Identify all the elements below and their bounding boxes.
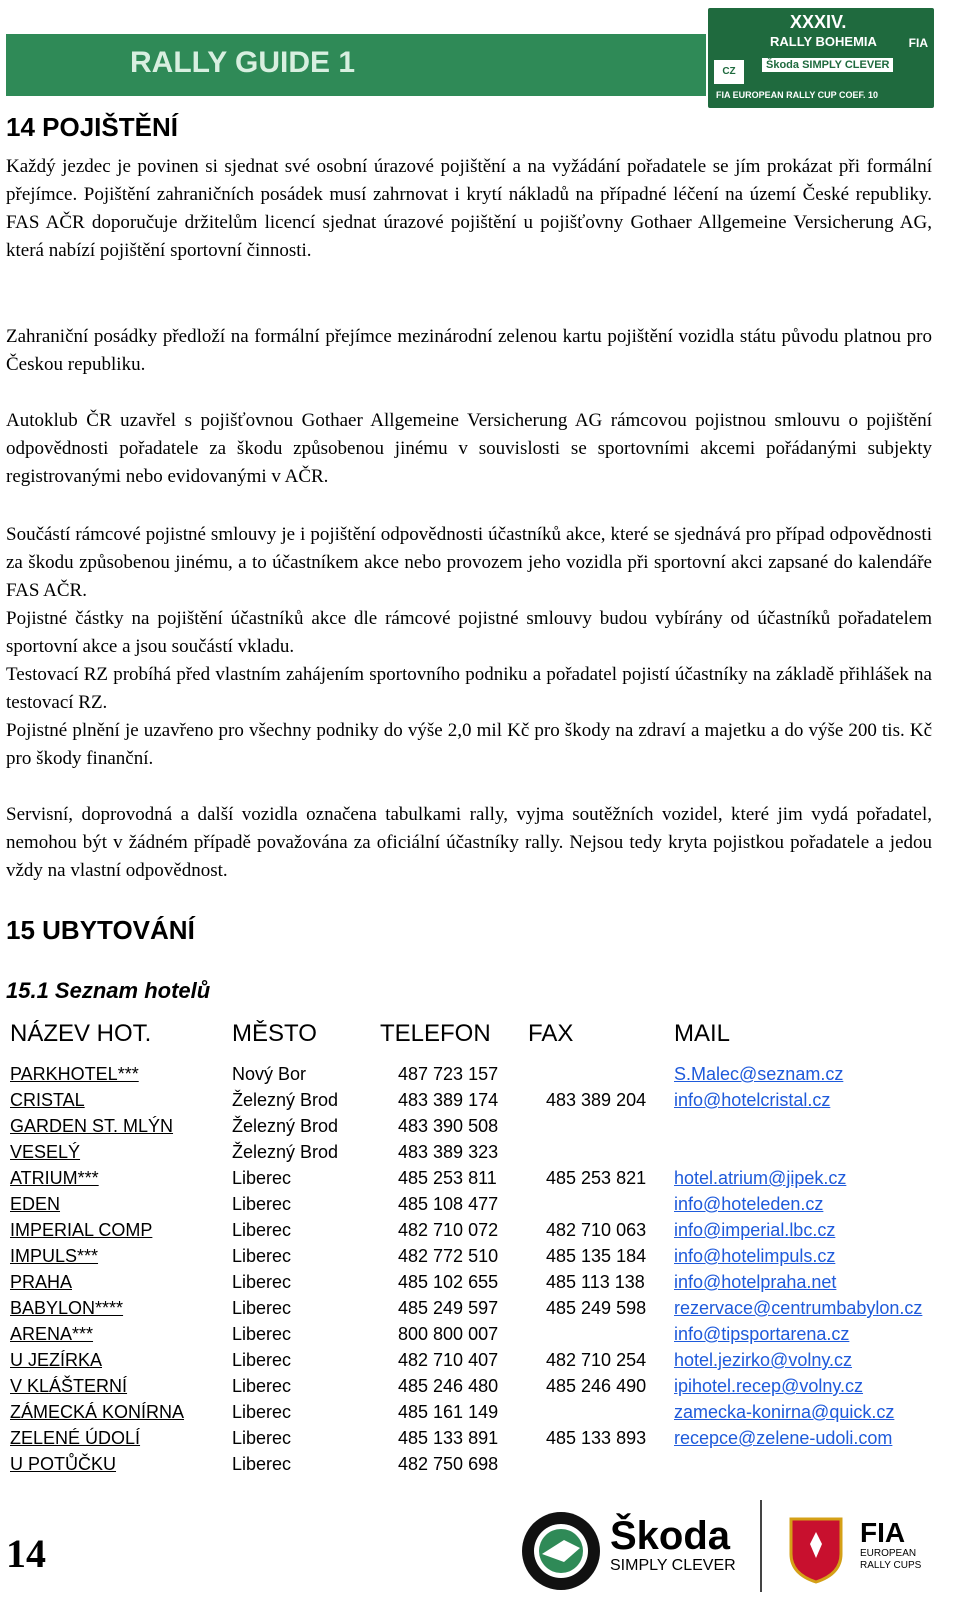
section-15-heading: 15 UBYTOVÁNÍ	[6, 915, 195, 945]
badge-footer: FIA EUROPEAN RALLY CUP COEF. 10	[716, 90, 879, 100]
rally-bohemia-badge	[706, 6, 936, 110]
hotel-city: Liberec	[232, 1402, 292, 1422]
hotel-fax: 485 249 598	[546, 1298, 647, 1318]
hotel-email-link[interactable]: info@hotelpraha.net	[674, 1272, 837, 1292]
hotel-city: Železný Brod	[232, 1142, 339, 1162]
column-header-phone: TELEFON	[380, 1020, 491, 1047]
table-row	[0, 1272, 960, 1298]
hotel-email-link[interactable]: S.Malec@seznam.cz	[674, 1064, 844, 1084]
paragraph: Součástí rámcové pojistné smlouvy je i pojištění odpovědnosti účastníků akce, které se sjednává pro případ odpovědnosti za škodu způsobenou jinému, a to účastníkem akce nebo provozem jeho vozidla při sportovní akci zapsané do kalendáře FAS AČR.	[6, 524, 932, 601]
table-row	[0, 1454, 960, 1480]
hotel-name: PRAHA	[10, 1272, 73, 1292]
hotel-email-link[interactable]: recepce@zelene-udoli.com	[674, 1428, 893, 1448]
hotel-fax: 485 135 184	[546, 1246, 647, 1266]
hotel-fax: 483 389 204	[546, 1090, 647, 1110]
hotel-email-link[interactable]: hotel.jezirko@volny.cz	[674, 1350, 853, 1370]
hotel-name: IMPULS***	[10, 1246, 99, 1266]
czech-crest-icon	[786, 1514, 846, 1584]
table-row	[0, 1324, 960, 1350]
hotel-phone: 482 710 407	[398, 1350, 499, 1370]
hotel-phone: 485 108 477	[398, 1194, 499, 1214]
hotel-phone: 483 389 323	[398, 1142, 499, 1162]
column-header-fax: FAX	[528, 1020, 574, 1047]
hotel-city: Liberec	[232, 1298, 292, 1318]
table-row	[0, 1428, 960, 1454]
badge-event: RALLY BOHEMIA	[770, 34, 877, 49]
hotel-email-link[interactable]: zamecka-konirna@quick.cz	[674, 1402, 895, 1422]
paragraph: Testovací RZ probíhá před vlastním zahájením sportovního podniku a pořadatel pojistí účastníky na základě přihlášek na testovací RZ.	[6, 664, 932, 713]
header-title: RALLY GUIDE 1	[130, 46, 356, 79]
hotel-phone: 482 772 510	[398, 1246, 499, 1266]
badge-edition: XXXIV.	[790, 12, 847, 32]
hotel-name: CRISTAL	[10, 1090, 85, 1110]
hotel-city: Liberec	[232, 1272, 292, 1292]
table-row	[0, 1298, 960, 1324]
column-header-name: NÁZEV HOT.	[10, 1020, 152, 1047]
hotel-phone: 485 249 597	[398, 1298, 499, 1318]
skoda-name: Škoda	[610, 1514, 731, 1558]
hotel-city: Liberec	[232, 1350, 292, 1370]
hotel-fax: 485 133 893	[546, 1428, 647, 1448]
hotel-email-link[interactable]: info@hotelimpuls.cz	[674, 1246, 836, 1266]
table-row	[0, 1402, 960, 1428]
table-row	[0, 1116, 960, 1142]
paragraph: Pojistné částky na pojištění účastníků akce dle rámcové pojistné smlouvy budou vybírány od účastníků pořadatelem sportovní akce a jsou součástí vkladu.	[6, 608, 932, 657]
hotel-phone: 482 710 072	[398, 1220, 499, 1240]
hotel-email-link[interactable]: rezervace@centrumbabylon.cz	[674, 1298, 923, 1318]
hotel-phone: 485 246 480	[398, 1376, 499, 1396]
hotel-fax: 485 113 138	[546, 1272, 645, 1292]
hotel-fax: 485 246 490	[546, 1376, 647, 1396]
hotel-email-link[interactable]: info@tipsportarena.cz	[674, 1324, 850, 1344]
hotel-fax: 482 710 254	[546, 1350, 647, 1370]
hotel-phone: 485 161 149	[398, 1402, 499, 1422]
hotel-phone: 485 102 655	[398, 1272, 499, 1292]
hotel-phone: 483 390 508	[398, 1116, 499, 1136]
hotel-fax: 482 710 063	[546, 1220, 647, 1240]
skoda-wordmark	[610, 1515, 736, 1575]
hotel-name: BABYLON****	[10, 1298, 124, 1318]
table-row	[0, 1220, 960, 1246]
hotel-name: GARDEN ST. MLÝN	[10, 1116, 174, 1136]
fia-name: FIA	[860, 1517, 906, 1548]
hotel-name: ARENA***	[10, 1324, 94, 1344]
fia-sub1: EUROPEAN	[860, 1548, 917, 1559]
hotel-email-link[interactable]: info@hoteleden.cz	[674, 1194, 824, 1214]
table-row	[0, 1064, 960, 1090]
hotel-name: ZÁMECKÁ KONÍRNA	[10, 1402, 185, 1422]
hotel-city: Liberec	[232, 1246, 292, 1266]
page-number: 14	[6, 1531, 46, 1576]
table-row	[0, 1168, 960, 1194]
paragraph: Servisní, doprovodná a další vozidla označena tabulkami rally, vyjma soutěžních vozidel, které jim vydá pořadatel, nemohou být v žádném případě považována za oficiální účastníky rally. Nejsou tedy kryta pojistkou pořadatele a jedou vždy na vlastní odpovědnost.	[6, 804, 932, 881]
badge-country: CZ	[714, 60, 744, 84]
section-15-1-subheading: 15.1 Seznam hotelů	[6, 978, 211, 1003]
hotel-city: Železný Brod	[232, 1090, 339, 1110]
hotel-city: Liberec	[232, 1376, 292, 1396]
column-header-city: MĚSTO	[232, 1020, 317, 1047]
table-row	[0, 1246, 960, 1272]
hotel-city: Liberec	[232, 1428, 292, 1448]
paragraph: Zahraniční posádky předloží na formální přejímce mezinárodní zelenou kartu pojištění vozidla státu původu platnou pro Českou republiku.	[6, 326, 932, 375]
hotel-city: Liberec	[232, 1324, 292, 1344]
hotel-name: U POTŮČKU	[10, 1454, 117, 1474]
hotel-phone: 483 389 174	[398, 1090, 499, 1110]
badge-fia: FIA	[908, 36, 928, 50]
hotel-name: ZELENÉ ÚDOLÍ	[10, 1428, 141, 1448]
paragraph: Pojistné plnění je uzavřeno pro všechny podniky do výše 2,0 mil Kč pro škody na zdraví a majetku a do výše 200 tis. Kč pro škody finanční.	[6, 720, 932, 769]
hotel-city: Nový Bor	[232, 1064, 307, 1084]
hotel-email-link[interactable]: hotel.atrium@jipek.cz	[674, 1168, 847, 1188]
hotel-phone: 482 750 698	[398, 1454, 499, 1474]
hotel-email-link[interactable]: info@imperial.lbc.cz	[674, 1220, 836, 1240]
table-row	[0, 1142, 960, 1168]
fia-sub2: RALLY CUPS	[860, 1560, 922, 1571]
table-row	[0, 1090, 960, 1116]
hotel-name: V KLÁŠTERNÍ	[10, 1376, 128, 1396]
hotel-name: IMPERIAL COMP	[10, 1220, 153, 1240]
hotel-city: Liberec	[232, 1194, 292, 1214]
table-row	[0, 1376, 960, 1402]
hotel-name: VESELÝ	[10, 1142, 81, 1162]
hotel-phone: 487 723 157	[398, 1064, 499, 1084]
hotel-name: ATRIUM***	[10, 1168, 99, 1188]
badge-sponsor: Škoda SIMPLY CLEVER	[762, 58, 893, 72]
hotel-name: U JEZÍRKA	[10, 1350, 103, 1370]
footer-divider	[760, 1500, 762, 1592]
fia-logo	[860, 1518, 921, 1572]
hotel-email-link[interactable]: ipihotel.recep@volny.cz	[674, 1376, 864, 1396]
table-row	[0, 1350, 960, 1376]
hotel-phone: 485 133 891	[398, 1428, 499, 1448]
hotel-fax: 485 253 821	[546, 1168, 647, 1188]
paragraph: Autoklub ČR uzavřel s pojišťovnou Gothaer Allgemeine Versicherung AG rámcovou pojistnou smlouvu o pojištění odpovědnosti pořadatele za škodu způsobenou jinému v souvislosti se sportovními akcemi pořádanými subjekty registrovanými nebo evidovanými v AČR.	[6, 410, 932, 487]
hotel-city: Železný Brod	[232, 1116, 339, 1136]
hotel-city: Liberec	[232, 1220, 292, 1240]
hotel-phone: 485 253 811	[398, 1168, 497, 1188]
hotel-table	[0, 1064, 960, 1480]
hotel-name: EDEN	[10, 1194, 61, 1214]
table-row	[0, 1194, 960, 1220]
column-header-mail: MAIL	[674, 1020, 731, 1047]
skoda-logo-icon	[520, 1510, 602, 1592]
skoda-slogan: SIMPLY CLEVER	[610, 1557, 736, 1574]
hotel-name: PARKHOTEL***	[10, 1064, 139, 1084]
section-14-heading: 14 POJIŠTĚNÍ	[6, 112, 178, 142]
paragraph: Každý jezdec je povinen si sjednat své osobní úrazové pojištění a na vyžádání pořadatele se jím prokázat při formální přejímce. Pojištění zahraničních posádek musí zahrnovat i krytí nákladů na případné léčení na území České republiky. FAS AČR doporučuje držitelům licencí sjednat úrazové pojištění u pojišťovny Gothaer Allgemeine Versicherung AG, která nabízí pojištění sportovní činnosti.	[6, 156, 932, 261]
hotel-city: Liberec	[232, 1168, 292, 1188]
hotel-city: Liberec	[232, 1454, 292, 1474]
hotel-phone: 800 800 007	[398, 1324, 499, 1344]
hotel-email-link[interactable]: info@hotelcristal.cz	[674, 1090, 831, 1110]
